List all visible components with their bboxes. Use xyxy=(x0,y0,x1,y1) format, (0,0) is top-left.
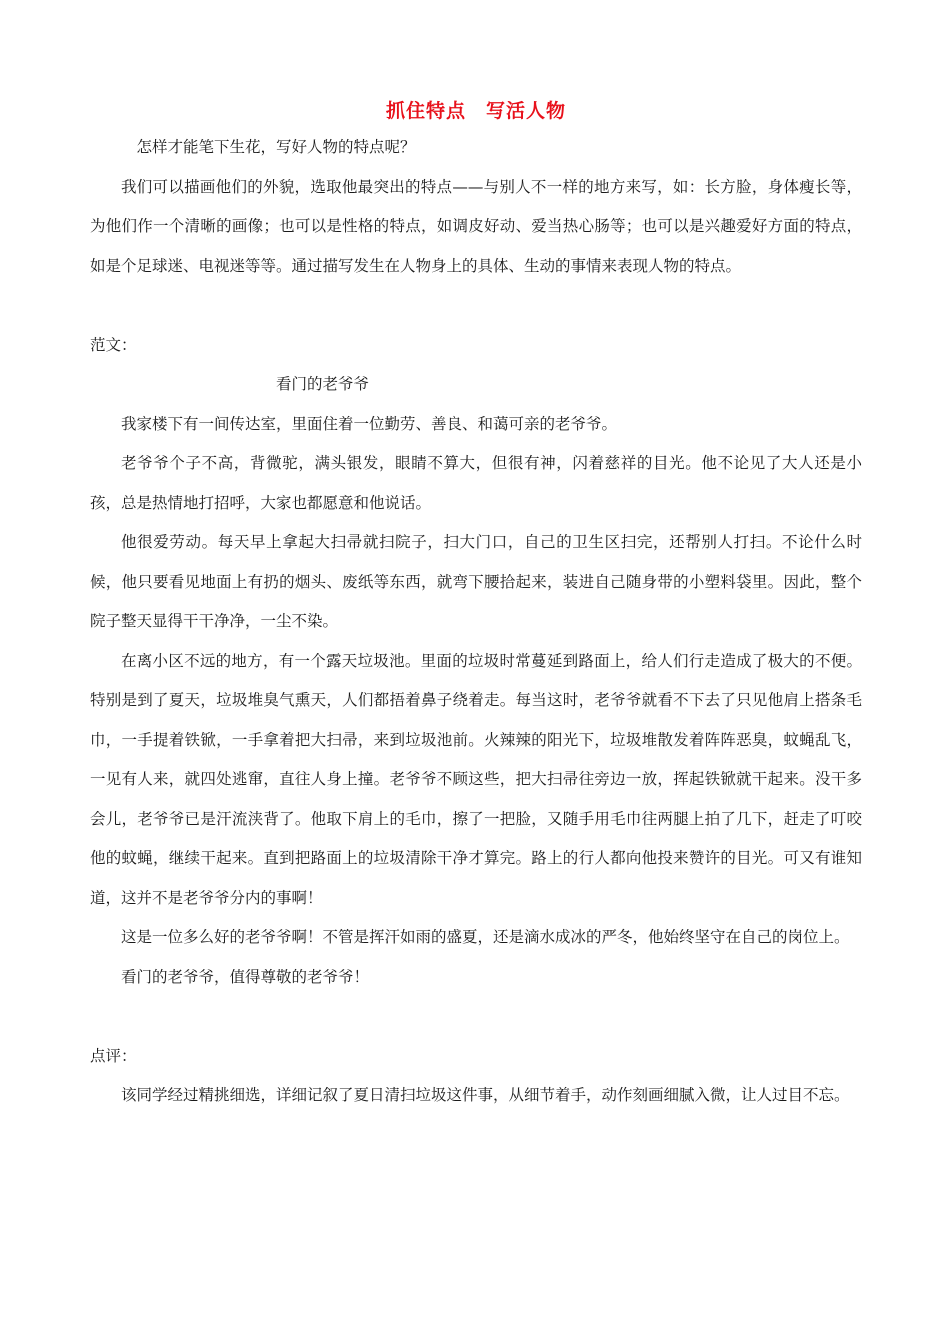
essay-paragraph-1: 我家楼下有一间传达室，里面住着一位勤劳、善良、和蔼可亲的老爷爷。 xyxy=(121,414,618,433)
sample-essay-label: 范文： xyxy=(90,335,137,354)
spacer xyxy=(90,997,862,1037)
essay-paragraph-3: 他很爱劳动。每天早上拿起大扫帚就扫院子，扫大门口，自己的卫生区扫完，还帮别人打扫。不论什么时候，他只要看见地面上有扔的烟头、废纸等东西，就弯下腰拾起来，装进自己随身带的小塑料袋里。因此，整个院子整天显得干干净净，一尘不染。 xyxy=(90,533,862,630)
comment-label: 点评： xyxy=(90,1046,137,1065)
spacer xyxy=(90,286,862,326)
document-page xyxy=(90,96,862,1116)
essay-paragraph-2: 老爷爷个子不高，背微驼，满头银发，眼睛不算大，但很有神，闪着慈祥的目光。他不论见了大人还是小孩，总是热情地打招呼，大家也都愿意和他说话。 xyxy=(90,454,862,512)
comment-paragraph: 该同学经过精挑细选，详细记叙了夏日清扫垃圾这件事，从细节着手，动作刻画细腻入微，让人过目不忘。 xyxy=(121,1086,850,1104)
essay-paragraph-6: 看门的老爷爷，值得尊敬的老爷爷！ xyxy=(121,967,370,986)
guiding-question: 怎样才能笔下生花，写好人物的特点呢？ xyxy=(136,138,416,156)
intro-paragraph: 我们可以描画他们的外貌，选取他最突出的特点——与别人不一样的地方来写，如：长方脸，身体瘦长等，为他们作一个清晰的画像；也可以是性格的特点，如调皮好动、爱当热心肠等；也可以是兴趣爱好方面的特点，如是个足球迷、电视迷等等。通过描写发生在人物身上的具体、生动的事情来表现人物的特点。 xyxy=(90,177,862,275)
document-title: 抓住特点 写活人物 xyxy=(385,100,566,122)
essay-paragraph-4: 在离小区不远的地方，有一个露天垃圾池。里面的垃圾时常蔓延到路面上，给人们行走造成了极大的不便。特别是到了夏天，垃圾堆臭气熏天，人们都捂着鼻子绕着走。每当这时，老爷爷就看不下去了只见他肩上搭条毛巾，一手提着铁锨，一手拿着把大扫帚，来到垃圾池前。火辣辣的阳光下，垃圾堆散发着阵阵恶臭，蚊蝇乱飞，一见有人来，就四处逃窜，直往人身上撞。老爷爷不顾这些，把大扫帚往旁边一放，挥起铁锨就干起来。没干多会儿，老爷爷已是汗流浃背了。他取下肩上的毛巾，擦了一把脸，又随手用毛巾往两腿上拍了几下，赶走了叮咬他的蚊蝇，继续干起来。直到把路面上的垃圾清除干净才算完。路上的行人都向他投来赞许的目光。可又有谁知道，这并不是老爷爷分内的事啊！ xyxy=(90,651,862,907)
essay-paragraph-5: 这是一位多么好的老爷爷啊！不管是挥汗如雨的盛夏，还是滴水成冰的严冬，他始终坚守在自己的岗位上。 xyxy=(121,928,850,946)
essay-title: 看门的老爷爷 xyxy=(276,375,370,393)
